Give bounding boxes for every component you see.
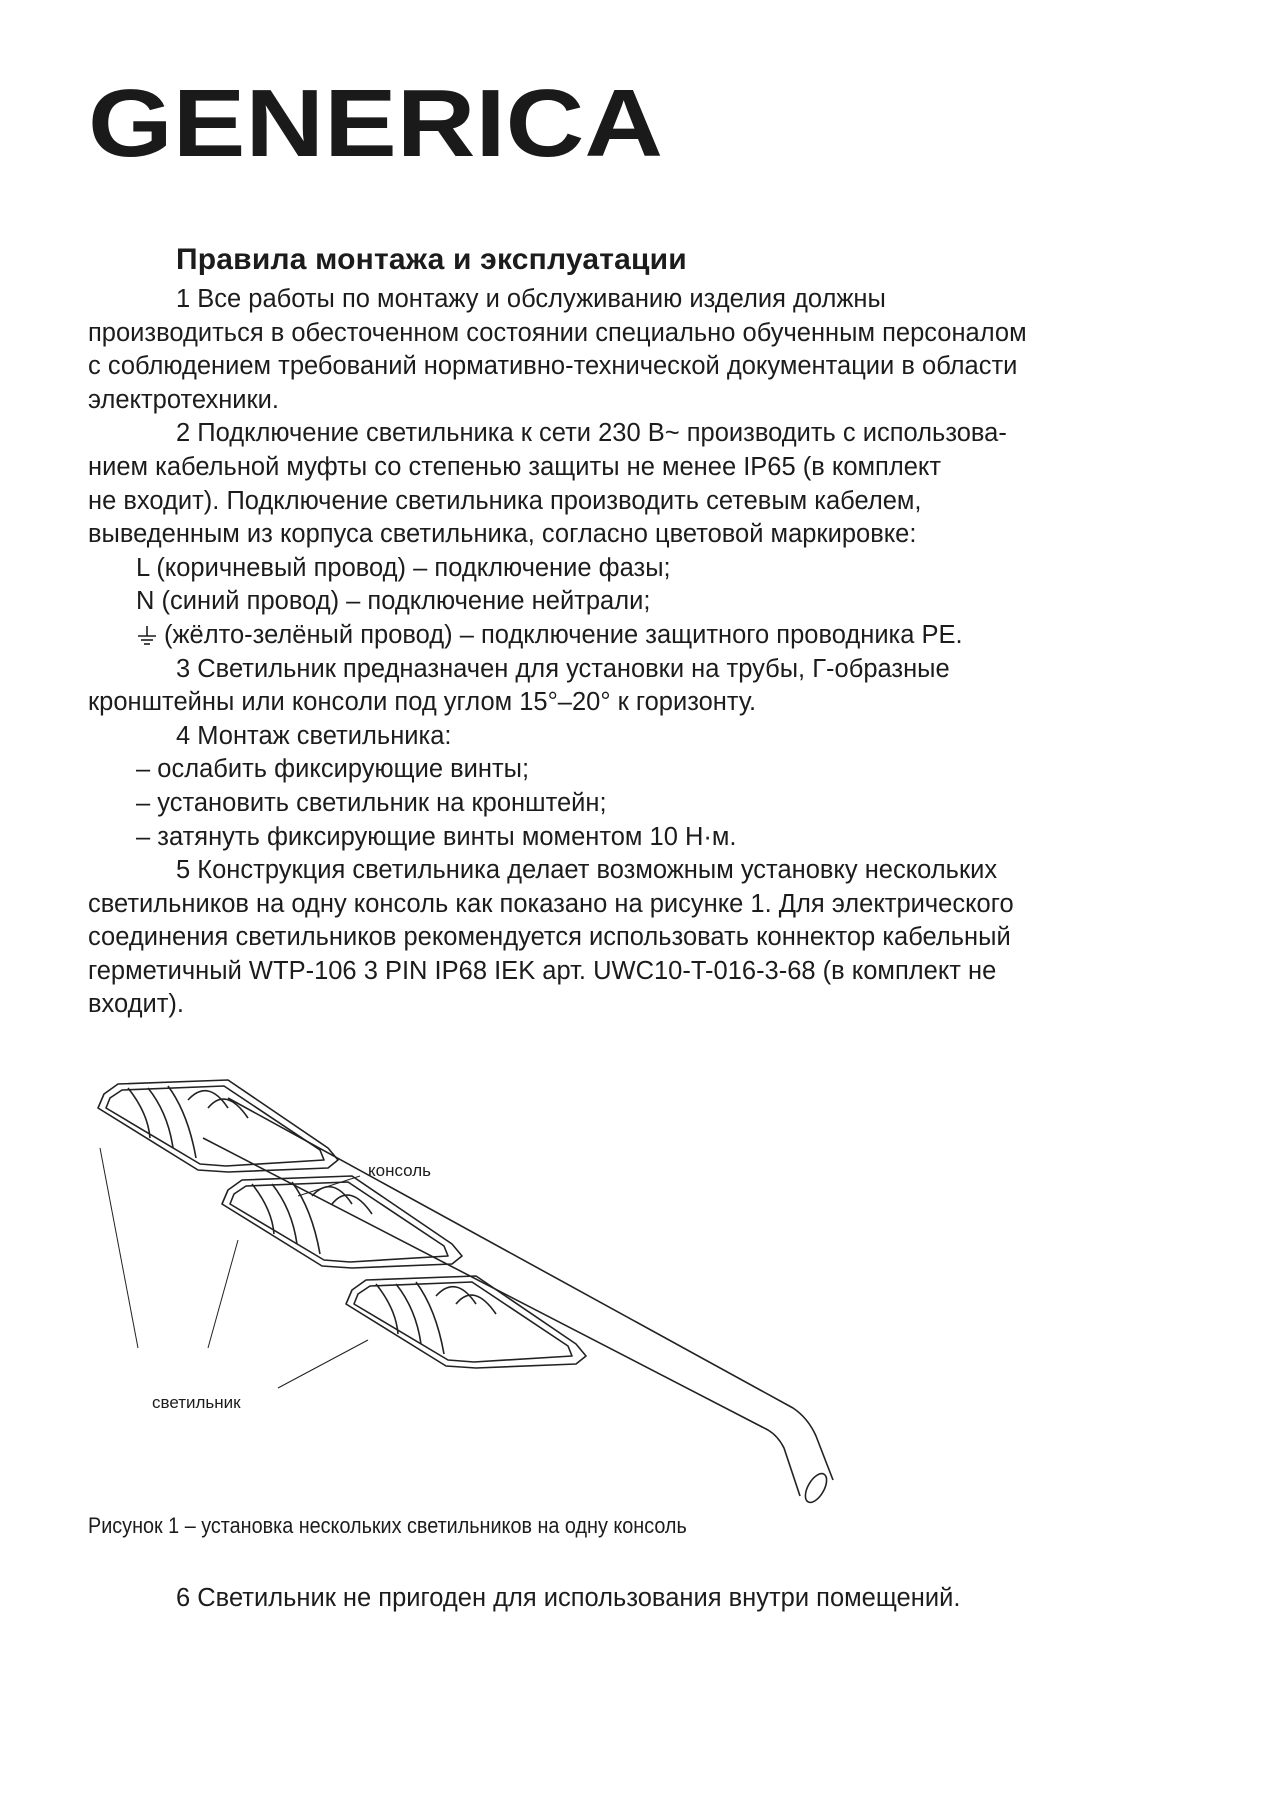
paragraph-1-line: электротехники. (88, 385, 280, 414)
luminaire-3 (346, 1276, 586, 1368)
paragraph-5-line: светильников на одну консоль как показано на рисунке 1. Для электрического (88, 889, 1014, 918)
paragraph-5-line: соединения светильников рекомендуется использовать коннектор кабельный (88, 923, 1011, 952)
paragraph-1-line: производиться в обесточенном состоянии специально обученным персоналом (88, 318, 1027, 347)
paragraph-3-line: 3 Светильник предназначен для установки на трубы, Г-образные (176, 654, 950, 683)
paragraph-2-line: нием кабельной муфты со степенью защиты не менее IP65 (в комплект (88, 452, 942, 481)
paragraph-3-line: кронштейны или консоли под углом 15°–20° к горизонту. (88, 688, 757, 717)
luminaire-1 (98, 1080, 338, 1172)
final-note: 6 Светильник не пригоден для использования внутри помещений. (176, 1584, 961, 1612)
wire-item-l: L (коричневый провод) – подключение фазы; (136, 553, 671, 582)
paragraph-1-line: с соблюдением требований нормативно-технической документации в области (88, 352, 1018, 381)
paragraph-2-line: 2 Подключение светильника к сети 230 В~ производить с использова- (176, 419, 1007, 448)
mount-step: – установить светильник на кронштейн; (136, 788, 607, 817)
paragraph-5-line: 5 Конструкция светильника делает возможным установку нескольких (176, 856, 998, 885)
console-pipe (203, 1098, 833, 1506)
mount-step: – ослабить фиксирующие винты; (136, 755, 530, 784)
paragraph-2-line: не входит). Подключение светильника производить сетевым кабелем, (88, 486, 922, 515)
page-title: Правила монтажа и эксплуатации (176, 243, 687, 276)
label-luminaire: светильник (152, 1393, 241, 1412)
ground-symbol-icon (136, 624, 158, 646)
wire-item-pe-text: (жёлто-зелёный провод) – подключение защитного проводника PE. (164, 620, 963, 649)
luminaire-2 (222, 1176, 462, 1268)
leader-lines (100, 1148, 368, 1388)
paragraph-1-line: 1 Все работы по монтажу и обслуживанию изделия должны (176, 285, 886, 313)
svg-text:GENERICA: GENERICA (88, 78, 663, 168)
generica-logo (88, 78, 663, 168)
wire-item-n: N (синий провод) – подключение нейтрали; (136, 587, 651, 616)
paragraph-5-line: входит). (88, 990, 185, 1019)
figure-1-illustration (88, 1068, 848, 1508)
figure-caption: Рисунок 1 – установка нескольких светильников на одну консоль (88, 1513, 687, 1538)
mount-step: – затянуть фиксирующие винты моментом 10 Н·м. (136, 822, 737, 851)
paragraph-4-line: 4 Монтаж светильника: (176, 721, 452, 750)
paragraph-2-line: выведенным из корпуса светильника, согласно цветовой маркировке: (88, 520, 917, 549)
paragraph-5-line: герметичный WTP-106 3 PIN IP68 IEK арт. UWC10-T-016-3-68 (в комплект не (88, 956, 997, 985)
wire-item-pe (88, 619, 1228, 653)
label-console: консоль (368, 1161, 432, 1180)
document-body (88, 283, 1228, 1022)
